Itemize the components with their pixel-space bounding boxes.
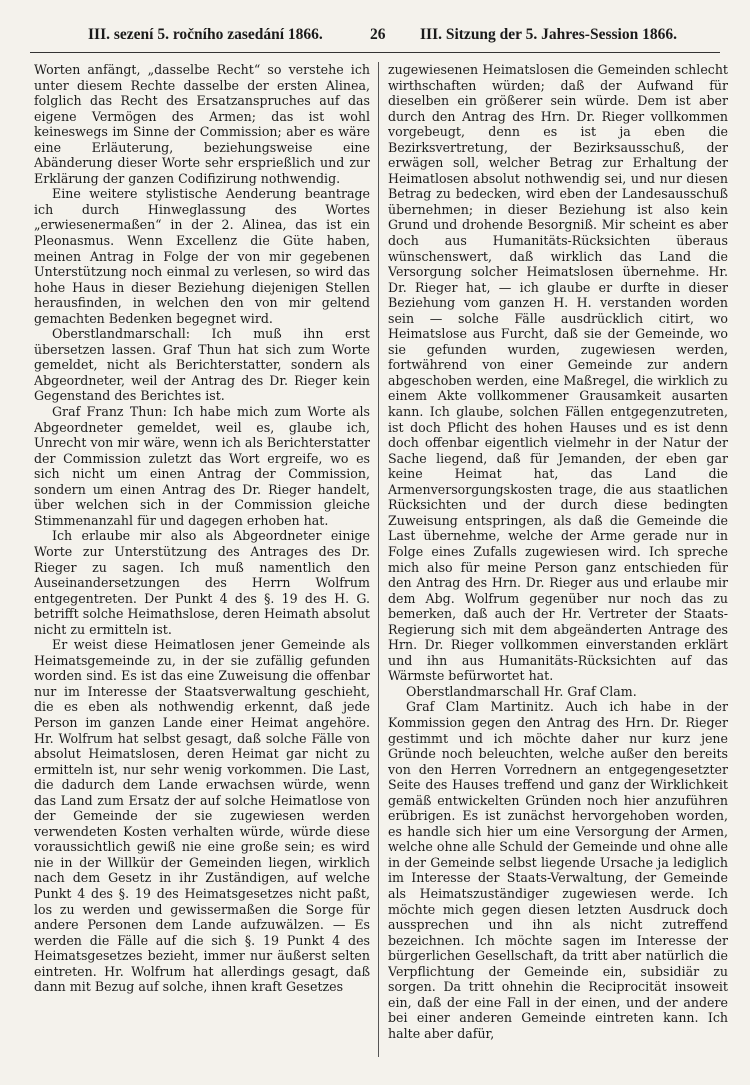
column-divider bbox=[378, 62, 379, 1057]
header-german-title: III. Sitzung der 5. Jahres-Session 1866. bbox=[420, 26, 677, 43]
header-rule bbox=[30, 52, 720, 53]
header-czech-title: III. sezení 5. ročního zasedání 1866. bbox=[88, 26, 323, 43]
paragraph: Graf Franz Thun: Ich habe mich zum Worte als Abgeordneter gemeldet, weil es, glaube ich, Unrecht von mir wäre, wenn ich als Berichterstatter der Commission zuletzt das Wort ergreife, wo es sich nicht um einen Antrag der Commission, sondern um einen Antrag des Dr. Rieger handelt, über welchen sich in der Commission gleiche Stimmenanzahl für und dagegen erhoben hat. bbox=[34, 404, 370, 528]
paragraph: Graf Clam Martinitz. Auch ich habe in der Kommission gegen den Antrag des Hrn. Dr. Rieger gestimmt und ich möchte daher nur kurz jene Gründe noch beleuchten, welche außer den bereits von den Herren Vorrednern an entgegengesetzter Seite des Hauses treffend und ganz der Wirklichkeit gemäß entwickelten Gründen noch hier anzuführen erübrigen. Es ist zunächst hervorgehoben worden, es handle sich hier um eine Versorgung der Armen, welche ohne alle Schuld der Gemeinde und ohne alle in der Gemeinde selbst liegende Ursache ja lediglich im Interesse der Staats-Verwaltung, der Gemeinde als Heimatszuständiger zugewiesen werde. Ich möchte mich gegen diesen letzten Ausdruck doch aussprechen und ihn als nicht zutreffend bezeichnen. Ich möchte sagen im Interesse der bürgerlichen Gesellschaft, da tritt aber natürlich die Verpflichtung der Gemeinde ein, subsidiär zu sorgen. Da tritt ohnehin die Reciprocität insoweit ein, daß der eine Fall in der einen, und der andere bei einer anderen Gemeinde eintreten kann. Ich halte aber dafür, bbox=[388, 699, 728, 1041]
page-header bbox=[40, 26, 710, 52]
paragraph: Worten anfängt, „dasselbe Recht“ so verstehe ich unter diesem Rechte dasselbe der ersten Alinea, folglich das Recht des Ersatzanspruches auf das eigene Vermögen des Armen; das ist wohl keineswegs im Sinne der Commission; aber es wäre eine Erläuterung, beziehungsweise eine Abänderung dieser Worte sehr ersprießlich und zur Erklärung der ganzen Codifizirung nothwendig. bbox=[34, 62, 370, 186]
paragraph: Ich erlaube mir also als Abgeordneter einige Worte zur Unterstützung des Antrages des Dr. Rieger zu sagen. Ich muß namentlich den Auseinandersetzungen des Herrn Wolfrum entgegentreten. Der Punkt 4 des §. 19 des H. G. betrifft solche Heimathslose, deren Heimath absolut nicht zu ermitteln ist. bbox=[34, 528, 370, 637]
right-column bbox=[388, 62, 728, 1062]
left-column bbox=[34, 62, 370, 1062]
paragraph: Oberstlandmarschall: Ich muß ihn erst übersetzen lassen. Graf Thun hat sich zum Worte gemeldet, nicht als Berichterstatter, sondern als Abgeordneter, weil der Antrag des Dr. Rieger kein Gegenstand des Berichtes ist. bbox=[34, 326, 370, 404]
paragraph: zugewiesenen Heimatslosen die Gemeinden schlecht wirthschaften würden; daß der Aufwand für dieselben ein größerer sein würde. Dem ist aber durch den Antrag des Hrn. Dr. Rieger vollkommen vorgebeugt, denn es ist ja eben die Bezirksvertretung, der Bezirksausschuß, der erwägen soll, welcher Betrag zur Erhaltung der Heimatlosen absolut nothwendig sei, und nur diesen Betrag zu bedecken, wird eben der Landesausschuß übernehmen; in dieser Beziehung ist also kein Grund und drohende Besorgniß. Mir scheint es aber doch aus Humanitäts-Rücksichten überaus wünschenswert, daß wirklich das Land die Versorgung solcher Heimatslosen übernehme. Hr. Dr. Rieger hat, — ich glaube er durfte in dieser Beziehung vom ganzen H. H. verstanden worden sein — solche Fälle ausdrücklich citirt, wo Heimatslose aus Furcht, daß sie der Gemeinde, wo sie gefunden wurden, zugewiesen werden, fortwährend von einer Gemeinde zur andern abgeschoben werden, eine Maßregel, die wirklich zu einem Akte vollkommener Grausamkeit ausarten kann. Ich glaube, solchen Fällen entgegenzutreten, ist doch Pflicht des hohen Hauses und es ist denn doch offenbar eigentlich vielmehr in der Natur der Sache liegend, daß für Jemanden, der eben gar keine Heimat hat, das Land die Armenversorgungskosten trage, die aus staatlichen Rücksichten und der durch diese bedingten Zuweisung entspringen, als daß die Gemeinde die Last übernehme, welche der Arme gerade nur in Folge eines Zufalls zugewiesen wird. Ich spreche mich also für meine Person ganz entschieden für den Antrag des Hrn. Dr. Rieger aus und erlaube mir dem Abg. Wolfrum gegenüber nur noch das zu bemerken, daß auch der Hr. Vertreter der Staats-Regierung sich mit dem abgeänderten Antrage des Hrn. Dr. Rieger vollkommen einverstanden erklärt und ihn aus Humanitäts-Rücksichten auf das Wärmste befürwortet hat. bbox=[388, 62, 728, 684]
speaker-call: Oberstlandmarschall Hr. Graf Clam. bbox=[406, 683, 637, 699]
paragraph: Eine weitere stylistische Aenderung beantrage ich durch Hinweglassung des Wortes „erwiesenermaßen“ in der 2. Alinea, das ist ein Pleonasmus. Wenn Excellenz die Güte haben, meinen Antrag in Folge der von mir gegebenen Unterstützung noch einmal zu verlesen, so wird das hohe Haus in dieser Beziehung diejenigen Stellen herausfinden, in welchen den von mir geltend gemachten Bedenken begegnet wird. bbox=[34, 186, 370, 326]
paragraph: Er weist diese Heimatlosen jener Gemeinde als Heimatsgemeinde zu, in der sie zufällig gefunden worden sind. Es ist das eine Zuweisung die offenbar nur im Interesse der Staatsverwaltung geschieht, die es eben als nothwendig erkennt, daß jede Person im ganzen Lande einer Heimat angehöre. Hr. Wolfrum hat selbst gesagt, daß solche Fälle von absolut Heimatslosen, deren Heimat gar nicht zu ermitteln ist, nur sehr wenig vorkommen. Die Last, die dadurch dem Lande erwachsen würde, wenn das Land zum Ersatz der auf solche Heimatlose von der Gemeinde der sie zugewiesen werden verwendeten Kosten verhalten würde, würde diese voraussichtlich gewiß nie eine große sein; es wird nie in der Willkür der Gemeinden liegen, wirklich nach dem Gesetz in ihr Zuständigen, auf welche Punkt 4 des §. 19 des Heimatsgesetzes nicht paßt, los zu werden und gewissermaßen die Sorge für andere Personen dem Lande aufzuwälzen. — Es werden die Fälle auf die sich §. 19 Punkt 4 des Heimatsgesetzes bezieht, immer nur äußerst selten eintreten. Hr. Wolfrum hat allerdings gesagt, daß dann mit Bezug auf solche, ihnen kraft Gesetzes bbox=[34, 637, 370, 995]
page-number: 26 bbox=[370, 26, 386, 43]
